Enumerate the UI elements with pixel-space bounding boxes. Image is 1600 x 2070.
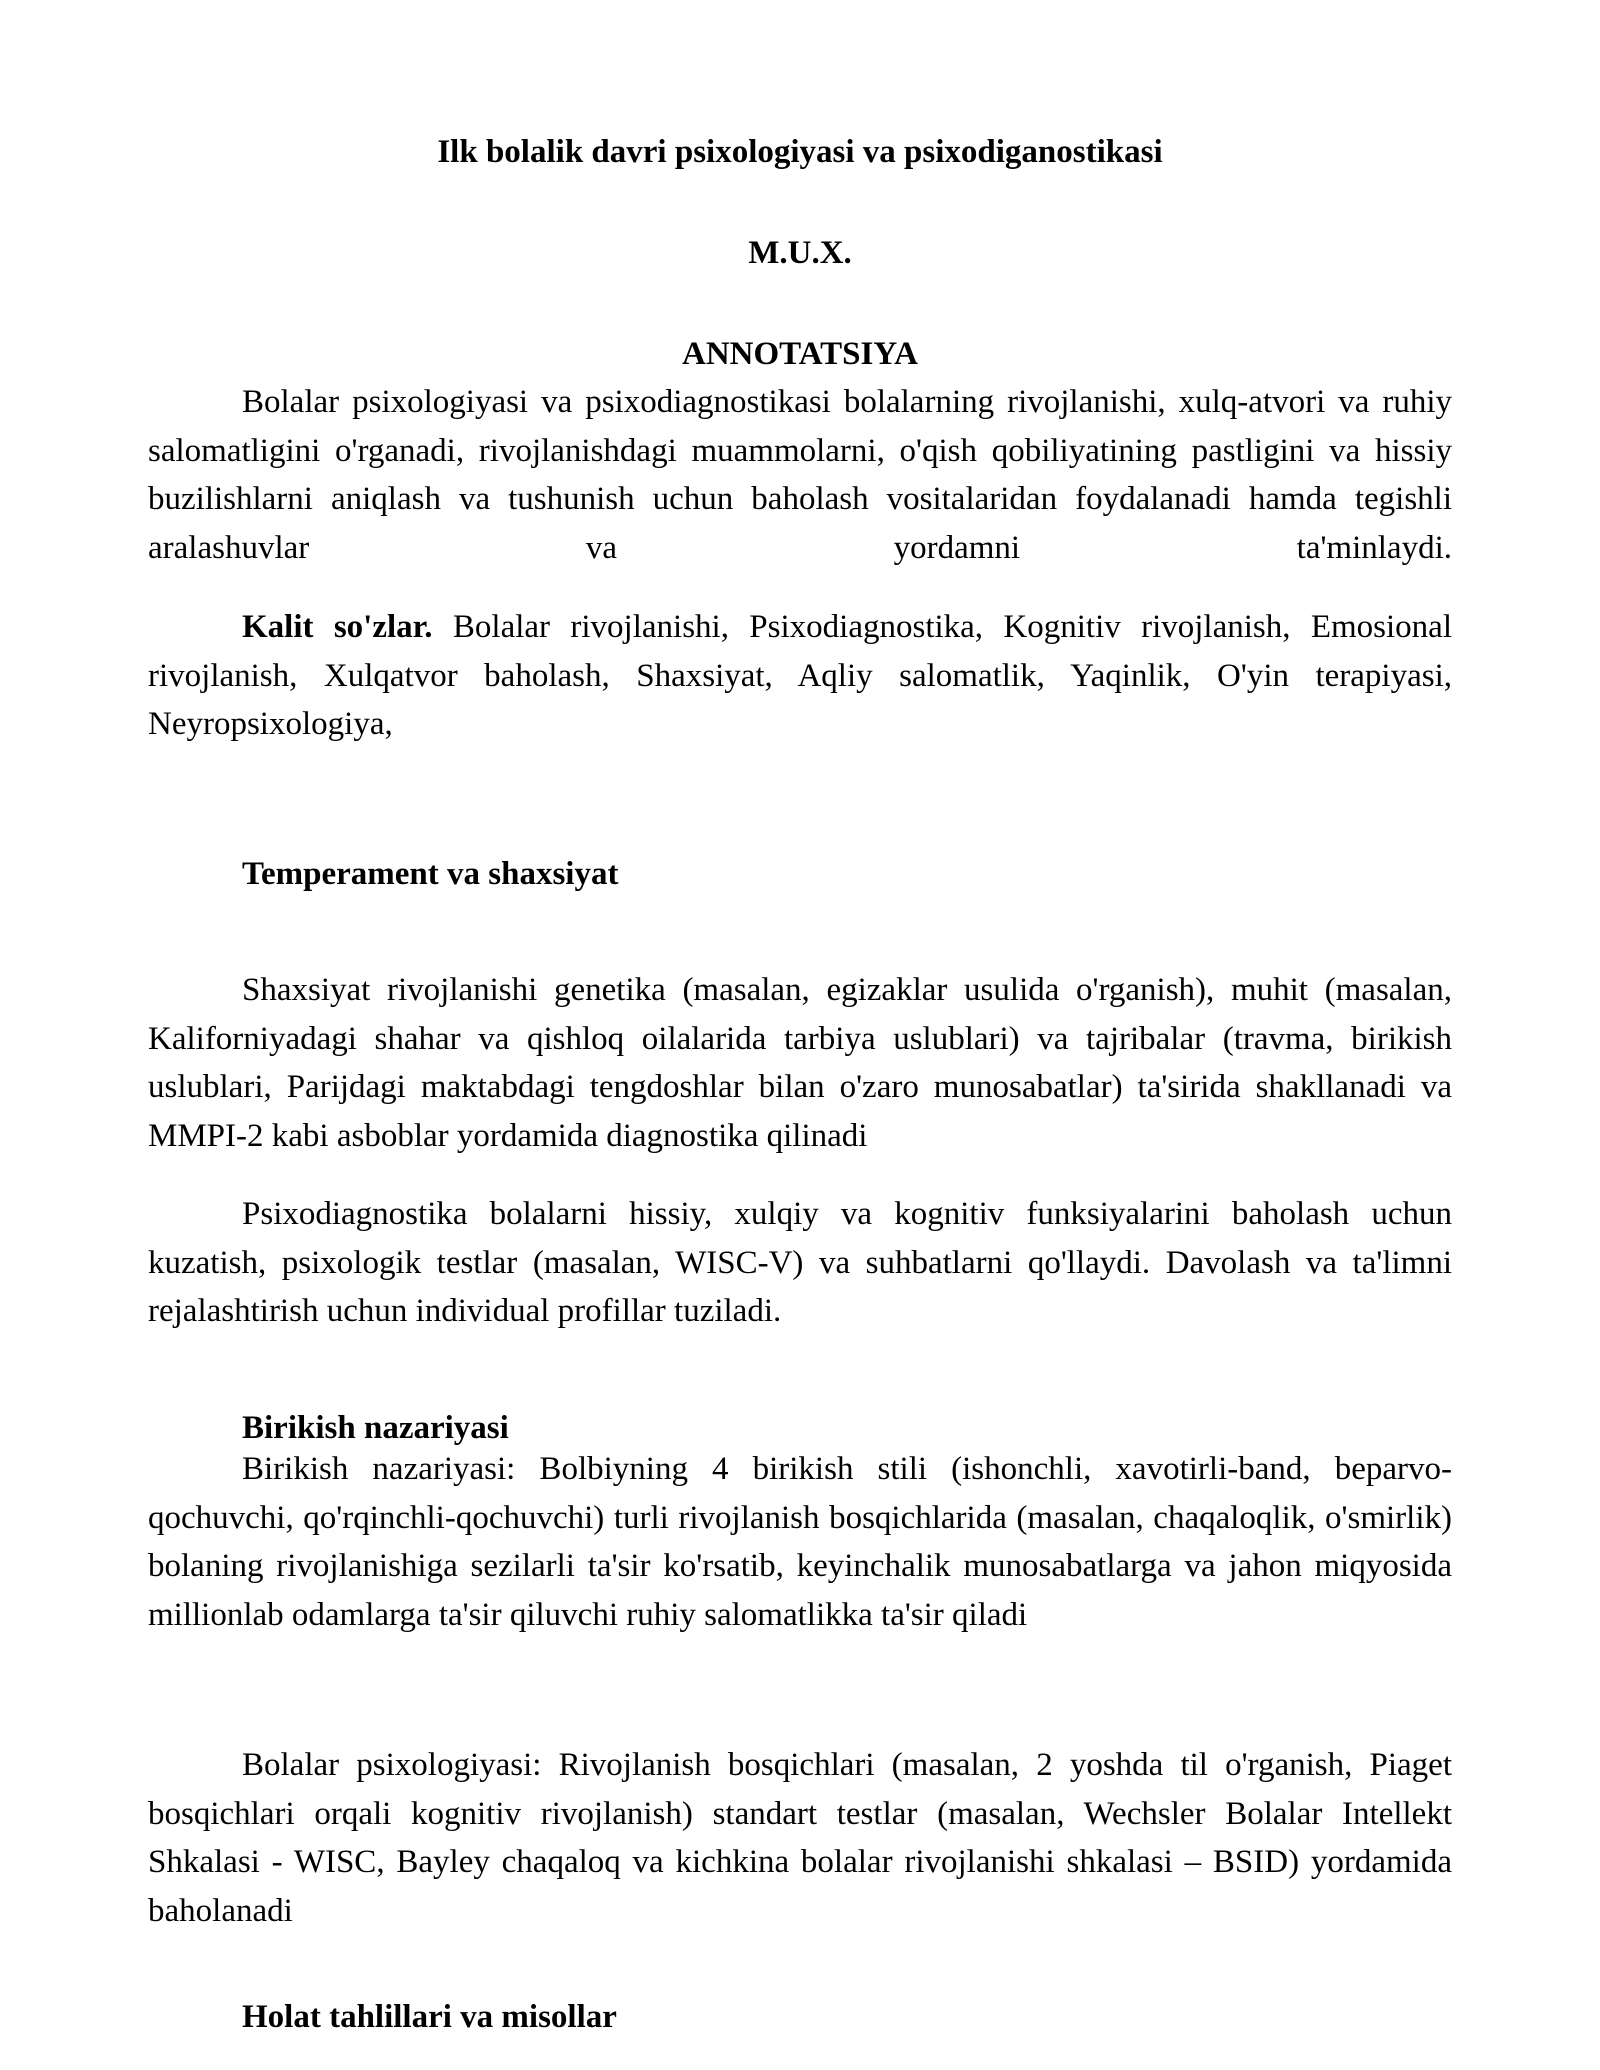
paragraph-psychodiagnostics: Psixodiagnostika bolalarni hissiy, xulqiy va kognitiv funksiyalarini baholash uchun kuzatish, psixologik testlar (masalan, WISC-V) va suhbatlarni qo'llaydi. Davolash va ta'limni rejalashtirish uchun individual profillar tuziladi. (148, 1196, 1452, 1329)
keywords-label: Kalit so'zlar. (242, 609, 433, 645)
section-heading-temperament: Temperament va shaxsiyat (242, 856, 619, 892)
document-title: Ilk bolalik davri psixologiyasi va psixodiganostikasi (437, 134, 1163, 170)
paragraph-personality: Shaxsiyat rivojlanishi genetika (masalan, egizaklar usulida o'rganish), muhit (masalan, Kaliforniyadagi shahar va qishloq oilalarida tarbiya uslublari) va tajribalar (travma, birikish uslublari, Parijdagi maktabdagi tengdoshlar bilan o'zaro munosabatlar) ta'sirida shakllanadi va MMPI-2 kabi asboblar yordamida diagnostika qilinadi (148, 972, 1452, 1154)
paragraph-attachment-theory: Birikish nazariyasi: Bolbiyning 4 birikish stili (ishonchli, xavotirli-band, beparvo-qochuvchi, qo'rqinchli-qochuvchi) turli rivojlanish bosqichlarida (masalan, chaqaloqlik, o'smirlik) bolaning rivojlanishiga sezilarli ta'sir ko'rsatib, keyinchalik munosabatlarga va jahon miqyosida millionlab odamlarga ta'sir qiluvchi ruhiy salomatlikka ta'sir qiladi (148, 1451, 1452, 1633)
keywords-list: Bolalar rivojlanishi, Psixodiagnostika, Kognitiv rivojlanish, Emosional rivojlanish, Xulqatvor baholash, Shaxsiyat, Aqliy salomatlik, Yaqinlik, O'yin terapiyasi, Neyropsixologiya, (148, 609, 1452, 742)
paragraph-child-psychology: Bolalar psixologiyasi: Rivojlanish bosqichlari (masalan, 2 yoshda til o'rganish, Piaget bosqichlari orqali kognitiv rivojlanish) standart testlar (masalan, Wechsler Bolalar Intellekt Shkalasi - WISC, Bayley chaqaloq va kichkina bolalar rivojlanishi shkalasi – BSID) yordamida baholanadi (148, 1747, 1452, 1929)
annotation-paragraph: Bolalar psixologiyasi va psixodiagnostikasi bolalarning rivojlanishi, xulq-atvori va ruhiy salomatligini o'rganadi, rivojlanishdagi muammolarni, o'qish qobiliyatining pastligini va hissiy buzilishlarni aniqlash va tushunish uchun baholash vositalaridan foydalanadi hamda tegishli aralashuvlar va yordamni ta'minlaydi. (148, 384, 1452, 566)
section-heading-case-studies: Holat tahlillari va misollar (242, 1999, 617, 2035)
author-name: M.U.X. (748, 235, 852, 271)
keywords-paragraph (148, 603, 1452, 749)
section-heading-attachment: Birikish nazariyasi (242, 1410, 509, 1446)
annotation-heading: ANNOTATSIYA (682, 336, 918, 372)
